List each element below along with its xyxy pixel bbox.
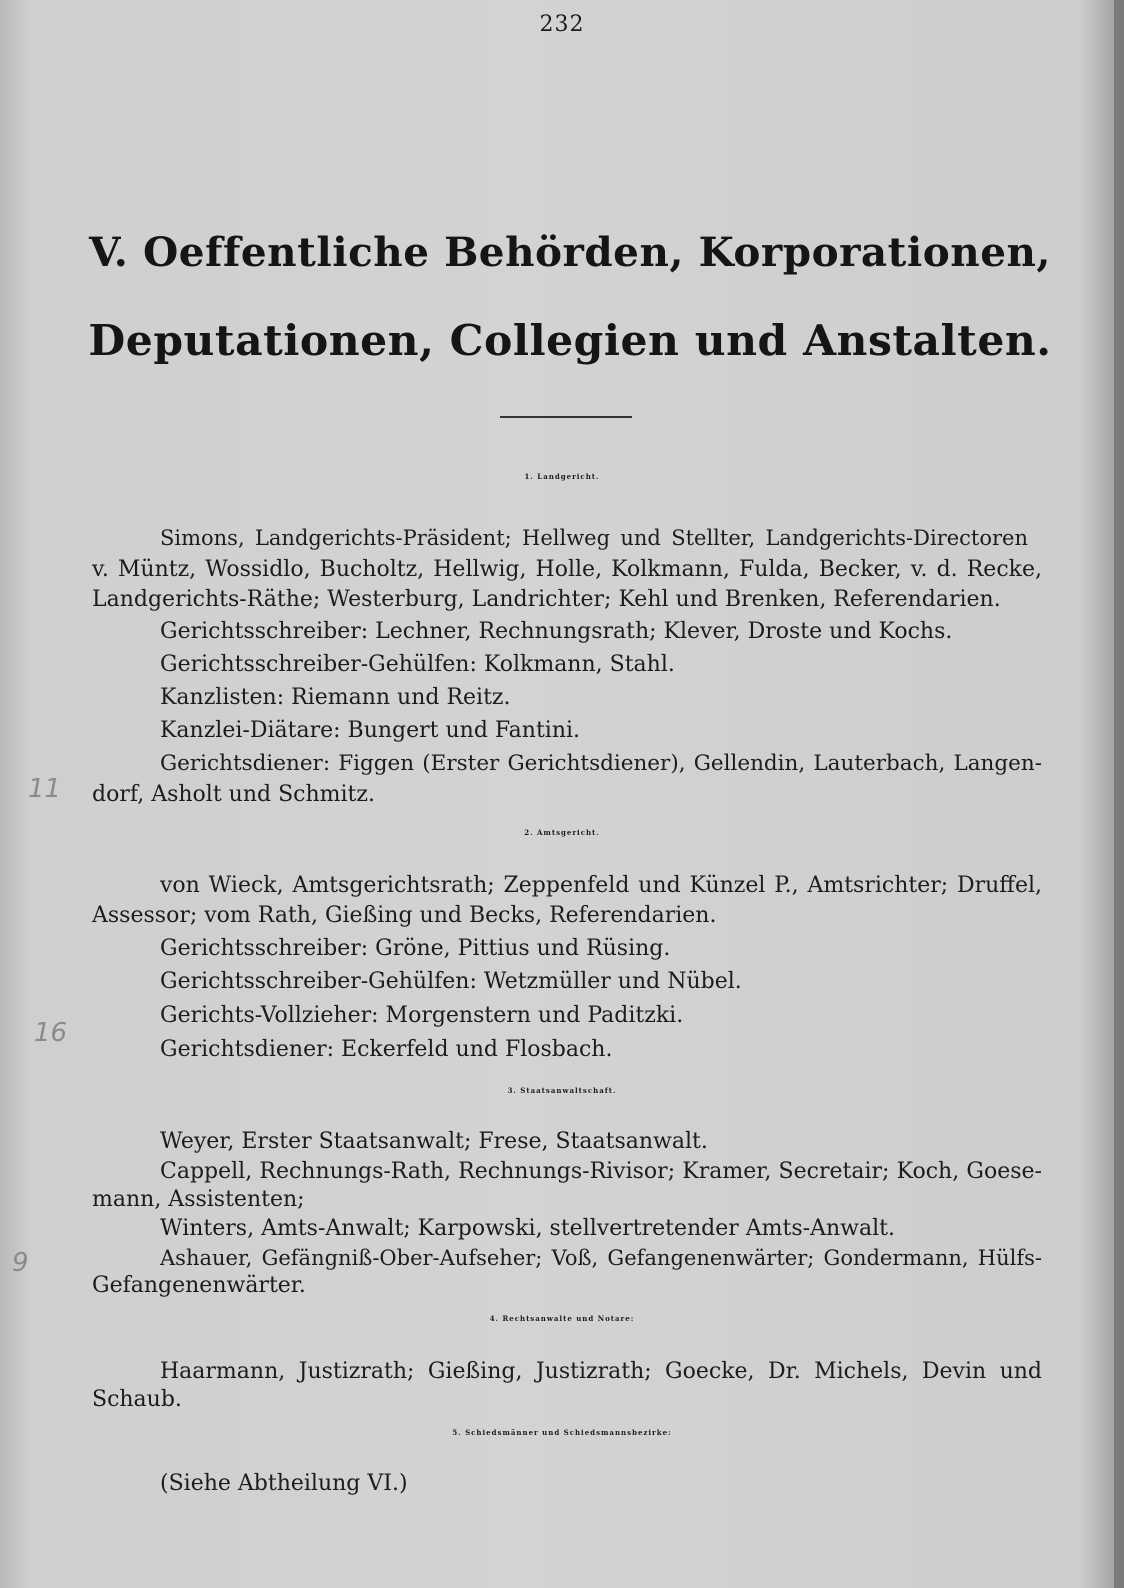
section-heading-landgericht: 1. Landgericht. [524, 472, 600, 481]
section-heading-rechtsanwalte: 4. Rechtsanwalte und Notare: [489, 1314, 635, 1323]
section-line: Kanzlisten: Riemann und Reitz. [160, 685, 511, 710]
section-line: dorf, Asholt und Schmitz. [92, 782, 375, 807]
section-line: Gerichtsdiener: Figgen (Erster Gerichtsdiener), Gellendin, Lauterbach, Langen- [160, 751, 1042, 776]
section-line: Schaub. [92, 1387, 182, 1412]
section-line: Haarmann, Justizrath; Gießing, Justizrath; Goecke, Dr. Michels, Devin und [160, 1359, 1042, 1384]
section-line: Winters, Amts-Anwalt; Karpowski, stellvertretender Amts-Anwalt. [160, 1216, 895, 1241]
section-line: Kanzlei-Diätare: Bungert und Fantini. [160, 718, 581, 743]
section-line: Landgerichts-Räthe; Westerburg, Landrichter; Kehl und Brenken, Referendarien. [92, 587, 1001, 612]
section-line: Assessor; vom Rath, Gießing und Becks, Referendarien. [92, 903, 717, 928]
section-line: v. Müntz, Wossidlo, Bucholtz, Hellwig, Holle, Kolkmann, Fulda, Becker, v. d. Recke, [92, 557, 1042, 582]
section-heading-staatsanwaltschaft: 3. Staatsanwaltschaft. [507, 1086, 617, 1095]
section-line: Gerichtsdiener: Eckerfeld und Flosbach. [160, 1037, 613, 1062]
section-line: Gerichtsschreiber-Gehülfen: Kolkmann, Stahl. [160, 652, 675, 677]
page-edge [1114, 0, 1124, 1588]
section-line: Simons, Landgerichts-Präsident; Hellweg und Stellter, Landgerichts-Directoren [160, 526, 1028, 550]
margin-note: 9 [12, 1248, 29, 1278]
page-title-line-2: Deputationen, Collegien und Anstalten. [88, 316, 1052, 366]
section-line: Gefangenenwärter. [92, 1273, 306, 1298]
section-line: (Siehe Abtheilung VI.) [160, 1471, 408, 1496]
section-line: Cappell, Rechnungs-Rath, Rechnungs-Rivisor; Kramer, Secretair; Koch, Goese- [160, 1159, 1042, 1184]
page-number: 232 [539, 12, 585, 37]
section-line: Gerichtsschreiber: Lechner, Rechnungsrath; Klever, Droste und Kochs. [160, 619, 953, 644]
section-line: Gerichtsschreiber-Gehülfen: Wetzmüller und Nübel. [160, 969, 742, 994]
title-divider [500, 416, 632, 418]
section-line: Ashauer, Gefängniß-Ober-Aufseher; Voß, Gefangenenwärter; Gondermann, Hülfs- [160, 1246, 1042, 1270]
section-line: Weyer, Erster Staatsanwalt; Frese, Staatsanwalt. [160, 1129, 708, 1154]
section-line: von Wieck, Amtsgerichtsrath; Zeppenfeld und Künzel P., Amtsrichter; Druffel, [160, 873, 1042, 898]
page-title-line-1: V. Oeffentliche Behörden, Korporationen, [88, 228, 1052, 276]
margin-note: 16 [34, 1018, 68, 1048]
section-heading-schiedsmaenner: 5. Schiedsmänner und Schiedsmannsbezirke: [452, 1428, 672, 1437]
section-heading-amtsgericht: 2. Amtsgericht. [524, 828, 600, 837]
section-line: Gerichtsschreiber: Gröne, Pittius und Rüsing. [160, 936, 671, 961]
section-line: mann, Assistenten; [92, 1187, 305, 1212]
margin-note: 11 [28, 774, 62, 804]
section-line: Gerichts-Vollzieher: Morgenstern und Paditzki. [160, 1003, 684, 1028]
